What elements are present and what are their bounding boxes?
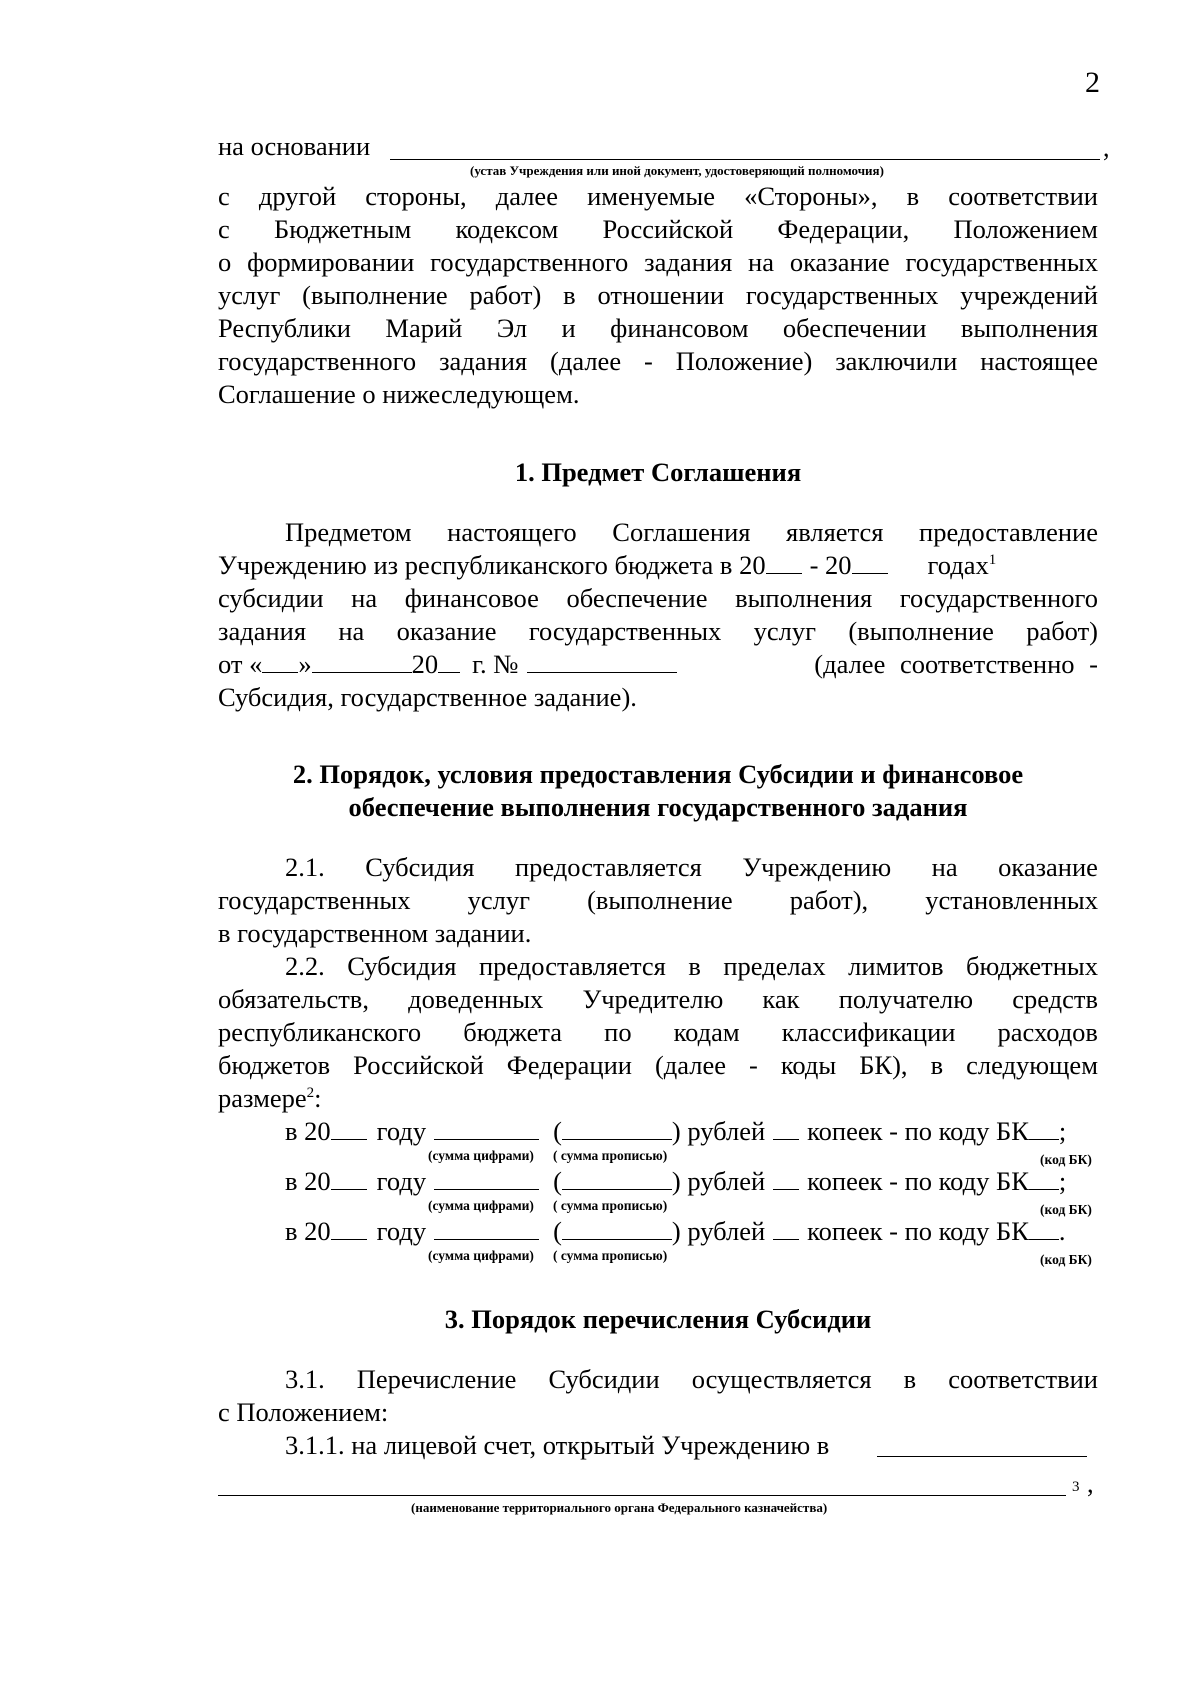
word: БК), [859, 1050, 908, 1080]
word: Федерации, [777, 214, 910, 244]
word: предоставляется [514, 852, 702, 882]
word: задания [439, 346, 528, 376]
basis-line [218, 130, 370, 163]
word: другой [258, 181, 337, 211]
intro-line-2 [218, 213, 1098, 246]
year-row [285, 1115, 1066, 1148]
footnote-1: 1 [988, 552, 997, 569]
s1-line-3 [218, 582, 1098, 615]
word: государственного [218, 346, 417, 376]
s1-line-2 [218, 549, 1098, 582]
basis-suffix: , [1103, 133, 1110, 162]
word: государственных [218, 885, 411, 915]
word: кодексом [455, 214, 559, 244]
word: задания [218, 616, 307, 646]
word: лимитов [848, 951, 944, 981]
footnote-3: 3 [1072, 1479, 1080, 1495]
row-end: ; [1058, 1166, 1067, 1196]
section2-title-2: обеспечение выполнения государственного задания [348, 792, 968, 822]
year-prefix: в 20 [285, 1116, 331, 1146]
year-row [285, 1165, 1066, 1198]
s1-line2-c: годах [927, 550, 989, 580]
word: Учредителю [582, 984, 724, 1014]
paren-close: ) рублей [671, 1116, 766, 1146]
word: следующем [966, 1050, 1098, 1080]
s1-line-1 [285, 516, 1098, 549]
word: доведенных [408, 984, 544, 1014]
word: заключили [835, 346, 958, 376]
word: о [218, 247, 232, 277]
word: работ) [1026, 616, 1098, 646]
word: «Стороны», [744, 181, 878, 211]
word: Республики [218, 313, 351, 343]
year-row [285, 1215, 1066, 1248]
caption-digits: (сумма цифрами) [428, 1198, 534, 1213]
word: установленных [925, 885, 1098, 915]
word: услуг [467, 885, 530, 915]
word: соответствии [948, 1364, 1098, 1394]
word: коды [780, 1050, 837, 1080]
word: Бюджетным [274, 214, 412, 244]
word: Федерации [506, 1050, 632, 1080]
p22-line-2 [218, 983, 1098, 1016]
footnote-2: 2 [306, 1085, 315, 1102]
word: Российской [353, 1050, 484, 1080]
year-word: году [376, 1116, 427, 1146]
p31-line-1 [285, 1363, 1098, 1396]
word: расходов [997, 1017, 1098, 1047]
section1-title: 1. Предмет Соглашения [514, 457, 802, 487]
word: бюджетных [966, 951, 1098, 981]
word: учреждений [960, 280, 1098, 310]
word: - [644, 346, 653, 376]
word: в [563, 280, 576, 310]
intro-line-4 [218, 279, 1098, 312]
word: на [338, 616, 365, 646]
word: классификации [781, 1017, 956, 1047]
word: бюджетов [218, 1050, 331, 1080]
word: и [561, 313, 576, 343]
word: получателю [838, 984, 974, 1014]
word: с [218, 181, 230, 211]
word: Российской [602, 214, 734, 244]
word: оказание [998, 852, 1098, 882]
word: стороны, [365, 181, 467, 211]
word: Соглашения [612, 517, 751, 547]
word: соответствии [948, 181, 1098, 211]
s1-line5-tail: (далее соответственно - [814, 649, 1098, 679]
word: предоставляется [478, 951, 666, 981]
word: (выполнение [587, 885, 733, 915]
word: с [218, 214, 230, 244]
p21-line-1 [285, 851, 1098, 884]
page-number: 2 [1085, 66, 1100, 99]
word: финансовое [404, 583, 539, 613]
caption-words: ( сумма прописью) [553, 1248, 668, 1263]
basis-prefix: на основании [218, 131, 371, 161]
s1-line-5: от « » 20 г. № [218, 648, 1098, 681]
p311-blank-2 [218, 1473, 1066, 1496]
word: обеспечении [782, 313, 927, 343]
word: - [749, 1050, 758, 1080]
word: настоящего [447, 517, 577, 547]
word: бюджета [463, 1017, 563, 1047]
caption-digits: (сумма цифрами) [428, 1148, 534, 1163]
treasury-caption: (наименование территориального органа Федерального казначейства) [411, 1500, 828, 1515]
caption-words: ( сумма прописью) [553, 1148, 668, 1163]
word: Учреждению [742, 852, 892, 882]
year-prefix: в 20 [285, 1166, 331, 1196]
p22-line-1 [285, 950, 1098, 983]
word: далее [495, 181, 558, 211]
word: финансовом [610, 313, 749, 343]
word: обеспечение [566, 583, 708, 613]
word: Субсидия [347, 951, 457, 981]
word: субсидии [218, 583, 324, 613]
word: на [748, 247, 774, 277]
word: оказание [396, 616, 497, 646]
p21-line-2 [218, 884, 1098, 917]
word: Марий [385, 313, 463, 343]
year-prefix: в 20 [285, 1216, 331, 1246]
row-end: . [1058, 1216, 1066, 1246]
word: пределах [723, 951, 826, 981]
word: государственного [430, 247, 629, 277]
kopeck-text: копеек - по коду БК [807, 1216, 1029, 1246]
word: услуг [218, 280, 281, 310]
word: выполнения [960, 313, 1098, 343]
word: в [930, 1050, 944, 1080]
word: работ), [789, 885, 869, 915]
s1-line-6: Субсидия, государственное задание). [218, 682, 637, 712]
p22-line-3 [218, 1016, 1098, 1049]
word: государственных [745, 280, 939, 310]
p311-end: , [1087, 1468, 1094, 1498]
year-word: году [376, 1216, 427, 1246]
word: выполнения [735, 583, 873, 613]
word: 2.1. [285, 852, 325, 882]
word: (выполнение [848, 616, 994, 646]
word: средств [1012, 984, 1098, 1014]
p311-line: 3.1.1. на лицевой счет, открытый Учреждению в [285, 1430, 830, 1460]
word: Предметом [285, 517, 412, 547]
word: услуг [753, 616, 816, 646]
word: задания [644, 247, 733, 277]
word: (далее [654, 1050, 727, 1080]
word: обязательств, [218, 984, 369, 1014]
word: работ) [469, 280, 542, 310]
intro-line-6 [218, 345, 1098, 378]
kopeck-text: копеек - по коду БК [807, 1166, 1029, 1196]
paren-open: ( [553, 1116, 562, 1146]
word: как [762, 984, 800, 1014]
caption-words: ( сумма прописью) [553, 1198, 668, 1213]
basis-caption: (устав Учреждения или иной документ, удостоверяющий полномочия) [470, 163, 884, 178]
caption-code: (код БК) [1040, 1252, 1092, 1267]
intro-line-1 [218, 180, 1098, 213]
s1-line2-a: Учреждению из республиканского бюджета в 20 [218, 550, 766, 580]
p311-blank [877, 1434, 1087, 1457]
s1-line2-b: - 20 [809, 550, 852, 580]
kopeck-text: копеек - по коду БК [807, 1116, 1029, 1146]
intro-line-7: Соглашение о нижеследующем. [218, 379, 580, 409]
section2-title-1: 2. Порядок, условия предоставления Субсидии и финансовое [292, 759, 1024, 789]
word: является [786, 517, 884, 547]
word: по [604, 1017, 632, 1047]
word: государственных [528, 616, 722, 646]
word: (далее [550, 346, 622, 376]
paren-close: ) рублей [671, 1166, 766, 1196]
word: формировании [247, 247, 415, 277]
p22-line-5: размере$^2$: [218, 1083, 322, 1113]
word: Эл [496, 313, 528, 343]
word: республиканского [218, 1017, 422, 1047]
paren-close: ) рублей [671, 1216, 766, 1246]
caption-code: (код БК) [1040, 1202, 1092, 1217]
word: государственного [899, 583, 1098, 613]
word: предоставление [919, 517, 1098, 547]
caption-digits: (сумма цифрами) [428, 1248, 534, 1263]
word: на [351, 583, 378, 613]
word: осуществляется [691, 1364, 872, 1394]
s1-line-4 [218, 615, 1098, 648]
word: Перечисление [356, 1364, 517, 1394]
intro-line-3 [218, 246, 1098, 279]
word: на [931, 852, 958, 882]
word: Положение) [675, 346, 813, 376]
intro-line-5 [218, 312, 1098, 345]
p22-line-4 [218, 1049, 1098, 1082]
year-word: году [376, 1166, 427, 1196]
word: в [688, 951, 701, 981]
word: (выполнение [302, 280, 448, 310]
word: именуемые [587, 181, 715, 211]
p31-line-2: с Положением: [218, 1397, 389, 1427]
word: оказание [789, 247, 890, 277]
word: государственных [905, 247, 1098, 277]
word: Субсидия [365, 852, 475, 882]
word: Субсидии [548, 1364, 660, 1394]
word: 2.2. [285, 951, 325, 981]
paren-open: ( [553, 1216, 562, 1246]
word: в [903, 1364, 917, 1394]
word: в [906, 181, 920, 211]
p21-line-3: в государственном задании. [218, 918, 532, 948]
word: настоящее [980, 346, 1098, 376]
paren-open: ( [553, 1166, 562, 1196]
word: 3.1. [285, 1364, 325, 1394]
word: Положением [953, 214, 1098, 244]
section3-title: 3. Порядок перечисления Субсидии [444, 1304, 872, 1334]
word: отношении [597, 280, 725, 310]
basis-blank [390, 137, 1100, 160]
row-end: ; [1058, 1116, 1067, 1146]
word: кодам [673, 1017, 740, 1047]
caption-code: (код БК) [1040, 1152, 1092, 1167]
